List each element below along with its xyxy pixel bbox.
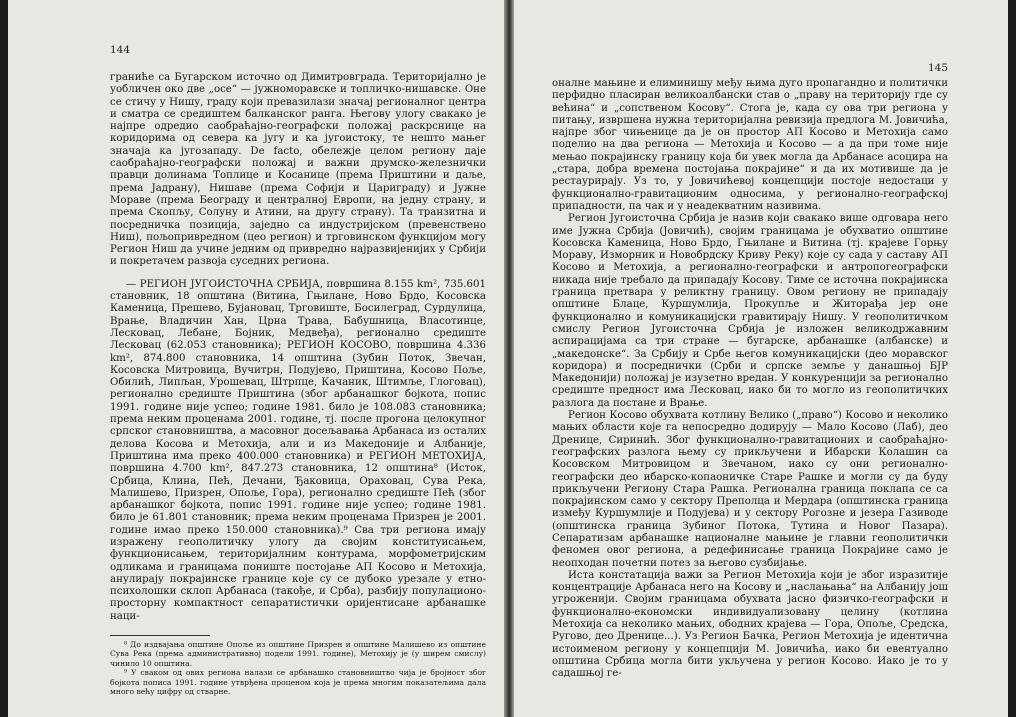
book-spine (504, 0, 514, 717)
right-page (514, 0, 1008, 717)
paragraph: Иста констатација важи за Регион Метохија који је због изразитије концентрације Арбанаса него на Косову и „наслањања“ на Албанију још угроженији. Својим границама обухвата јасно физичко-географски и функционално-економски индивидуализовану целину (котлина Метохија са неколико мањих, ободних крајева — Гора, Опоље, Средска, Ругово, део Дренице...). Уз Регион Бачка, Регион Метохија је идентична истоименом региону у концепцији М. Јовичића, иако би евентуално општина Србица могла бити укључена у регион Косово. Иако је то у садашњој ге- (552, 569, 948, 680)
footnotes (110, 640, 486, 696)
paragraph: граниће са Бугарском источно од Димитровграда. Територијално је уобличен око две „осе“ — јужноморавске и топличко-нишавске. Оне се стичу у Нишу, граду који превазилази значај регионалног центра и сматра се средиштем балканског ранга. Његову улогу свакако је најпре одредио саобраћајно-географски положај раскрснице на коридорима од севера ка југу и ка југоистоку, те нешто мањег значаја ка југозападу. De facto, обележје целом региону даје саобраћајно-географски положај и важни друмско-железнички правци долинама Топлице и Косанице (према Приштини и даље, према Јадрану), Нишаве (према Софији и Цариграду) и Јужне Мораве (према Београду и централној Европи, на једну страну, и према Скопљу, Солуну и Атини, на другу страну). Та транзитна и посредничка позиција, заједно са индустријском (превенствено Ниш), пољопривредном (цео регион) и трговинском функцијом могу Регион Ниш да учине једним од привредно најразвијенијих у Србији и покретачем развоја суседних региона. (110, 72, 486, 268)
footnote-divider (110, 635, 210, 636)
left-page-body (110, 72, 486, 623)
paragraph: Регион Косово обухвата котлину Велико („право“) Косово и неколико мањих области које га непосредно додирују — Мало Косово (Лаб), део Дренице, Сиринић. Због функционално-гравитационих и саобраћајно-географских разлога њему су прикључени и Ибарски Колашин са Косовском Митровицом и Звечаном, иако су они регионално-географски део ибарско-копаоничке Старе Рашке и могли су да буду прикључени Региону Стара Рашка. Регионална граница поклапа се са покрајинском само у сектору Преполца и Мердара (општинска граница између Куршумлије и Подујева) и у сектору Рогозне и језера Газиводе (општинска граница Зубиног Потока, Тутина и Новог Пазара). Сепаратизам арбанашке националне мањине је главни геополитички феномен овог региона, а редефинисање граница Покрајине само је неопходан почетни потез за његово сузбијање. (552, 410, 948, 569)
page-number: 144 (110, 44, 131, 56)
paragraph: Регион Југоисточна Србија је назив који свакако више одговара него име Јужна Србија (Јовичић), својим границама је обухватио општине Косовска Каменица, Ново Брдо, Гњилане и Витина (тј. крајеве Горњу Мораву, Изморник и Новобрдску Криву Реку) које су сада у саставу АП Косово и Метохија, а регионално-географски и антропогеографски никада није требало да припадају Косову. Тиме се источна покрајинска граница претвара у реликтну границу. Овом региону не припадају општине Блаце, Куршумлија, Прокупље и Житорађа јер оне функционално и комуникацијски гравитирају Нишу. У геополитичком смислу Регион Југоисточна Србија је изложен великодржавним аспирацијама са три стране — бугарске, арбанашке (албанске) и „македонске“. За Србију и Србе његов комуникацијски (део моравског коридора) и посреднички (Срби и српске земље у данашњој БЈР Македонији) положај је изузетно вредан. У конкуренцији за регионално средиште предност има Лесковац, иако би то могло из геополитичких разлога да постане и Врање. (552, 213, 948, 409)
footnote: ⁸ До издвајања општине Опоље из општине Призрен и општине Малишево из општине Сува Река (према административној подели 1991. године), Метохију је (у ширем смислу) чинило 10 општина. (110, 640, 486, 668)
footnote: ⁹ У сваком од ових региона налази се арбанашко становништво чија је бројност због бојкота пописа 1991. године утврђена проценом која је према многим показатељима дала много већу цифру од стварне. (110, 668, 486, 697)
paragraph: оналне мањине и елиминишу међу њима дуго пропагандно и политички перфидно пласиран великоалбански став о „праву на територију где су већина“ и „сопственом Косову“. Стога је, када су ова три региона у питању, извршена нужна територијална ревизија предлога М. Јовичића, најпре због чињенице да је он простор АП Косово и Метохија само поделио на два региона — Метохија и Косово — а да при томе није мењао покрајинску границу која би увек могла да Арбанасе асоцира на „стара, добра времена постојања покрајине“ и да их мотивише да је рестаурирају. Уз то, у Јовичићевој концепцији постоје недостаци у функционално-гравитационим односима, у регионално-географској припадности, па чак и у неадекватним називима. (552, 78, 948, 212)
paragraph: — РЕГИОН ЈУГОИСТОЧНА СРБИЈА, површина 8.155 km², 735.601 становник, 18 општина (Витина, Гњилане, Ново Брдо, Косовска Каменица, Прешево, Бујановац, Трговиште, Босилеград, Сурдулица, Врање, Владичин Хан, Црна Трава, Бабушница, Власотинце, Лесковац, Лебане, Бојник, Медвеђа), регионално средиште Лесковац (62.053 становника); РЕГИОН КОСОВО, површина 4.336 km², 874.800 становника, 14 општина (Зубин Поток, Звечан, Косовска Митровица, Вучитрн, Подујево, Приштина, Косово Поље, Обилић, Липљан, Урошевац, Штрпце, Качаник, Штимље, Глоговац), регионално средиште Приштина (због арбанашког бојкота, попис 1991. године није успео; године 1981. било је 108.083 становника; према неким проценама 2001. године, тј. после прогона целокупног српског становништва, а масовног досељавања Арбанаса из осталих делова Косова и Метохија, али и из Македоније и Албаније, Приштина има преко 400.000 становника) и РЕГИОН МЕТОХИЈА, површина 4.700 km², 847.273 становника, 12 општина⁸ (Исток, Србица, Клина, Пећ, Дечани, Ђаковица, Ораховац, Сува Река, Малишево, Призрен, Опоље, Гора), регионално средиште Пећ (због арбанашког бојкота, попис 1991. године није успео; године 1981. било је 61.801 становник; према неким проценама Призрен је 2001. године имао преко 150.000 становника).⁹ Сва три региона имају изражену геополитичку улогу да својим конституисањем, функционисањем, територијалним контурама, морфометријским одликама и границама пониште постојање АП Косово и Метохија, анулирају покрајинске границе које су се дубоко урезале у етно-психолошки склоп Арбанаса (такође, и Срба), разбију популационо-просторну компактност сепаратистички оријентисане арбанашке наци- (110, 278, 486, 622)
right-page-body (552, 78, 948, 681)
page-number: 145 (927, 62, 948, 74)
left-page (8, 0, 504, 717)
